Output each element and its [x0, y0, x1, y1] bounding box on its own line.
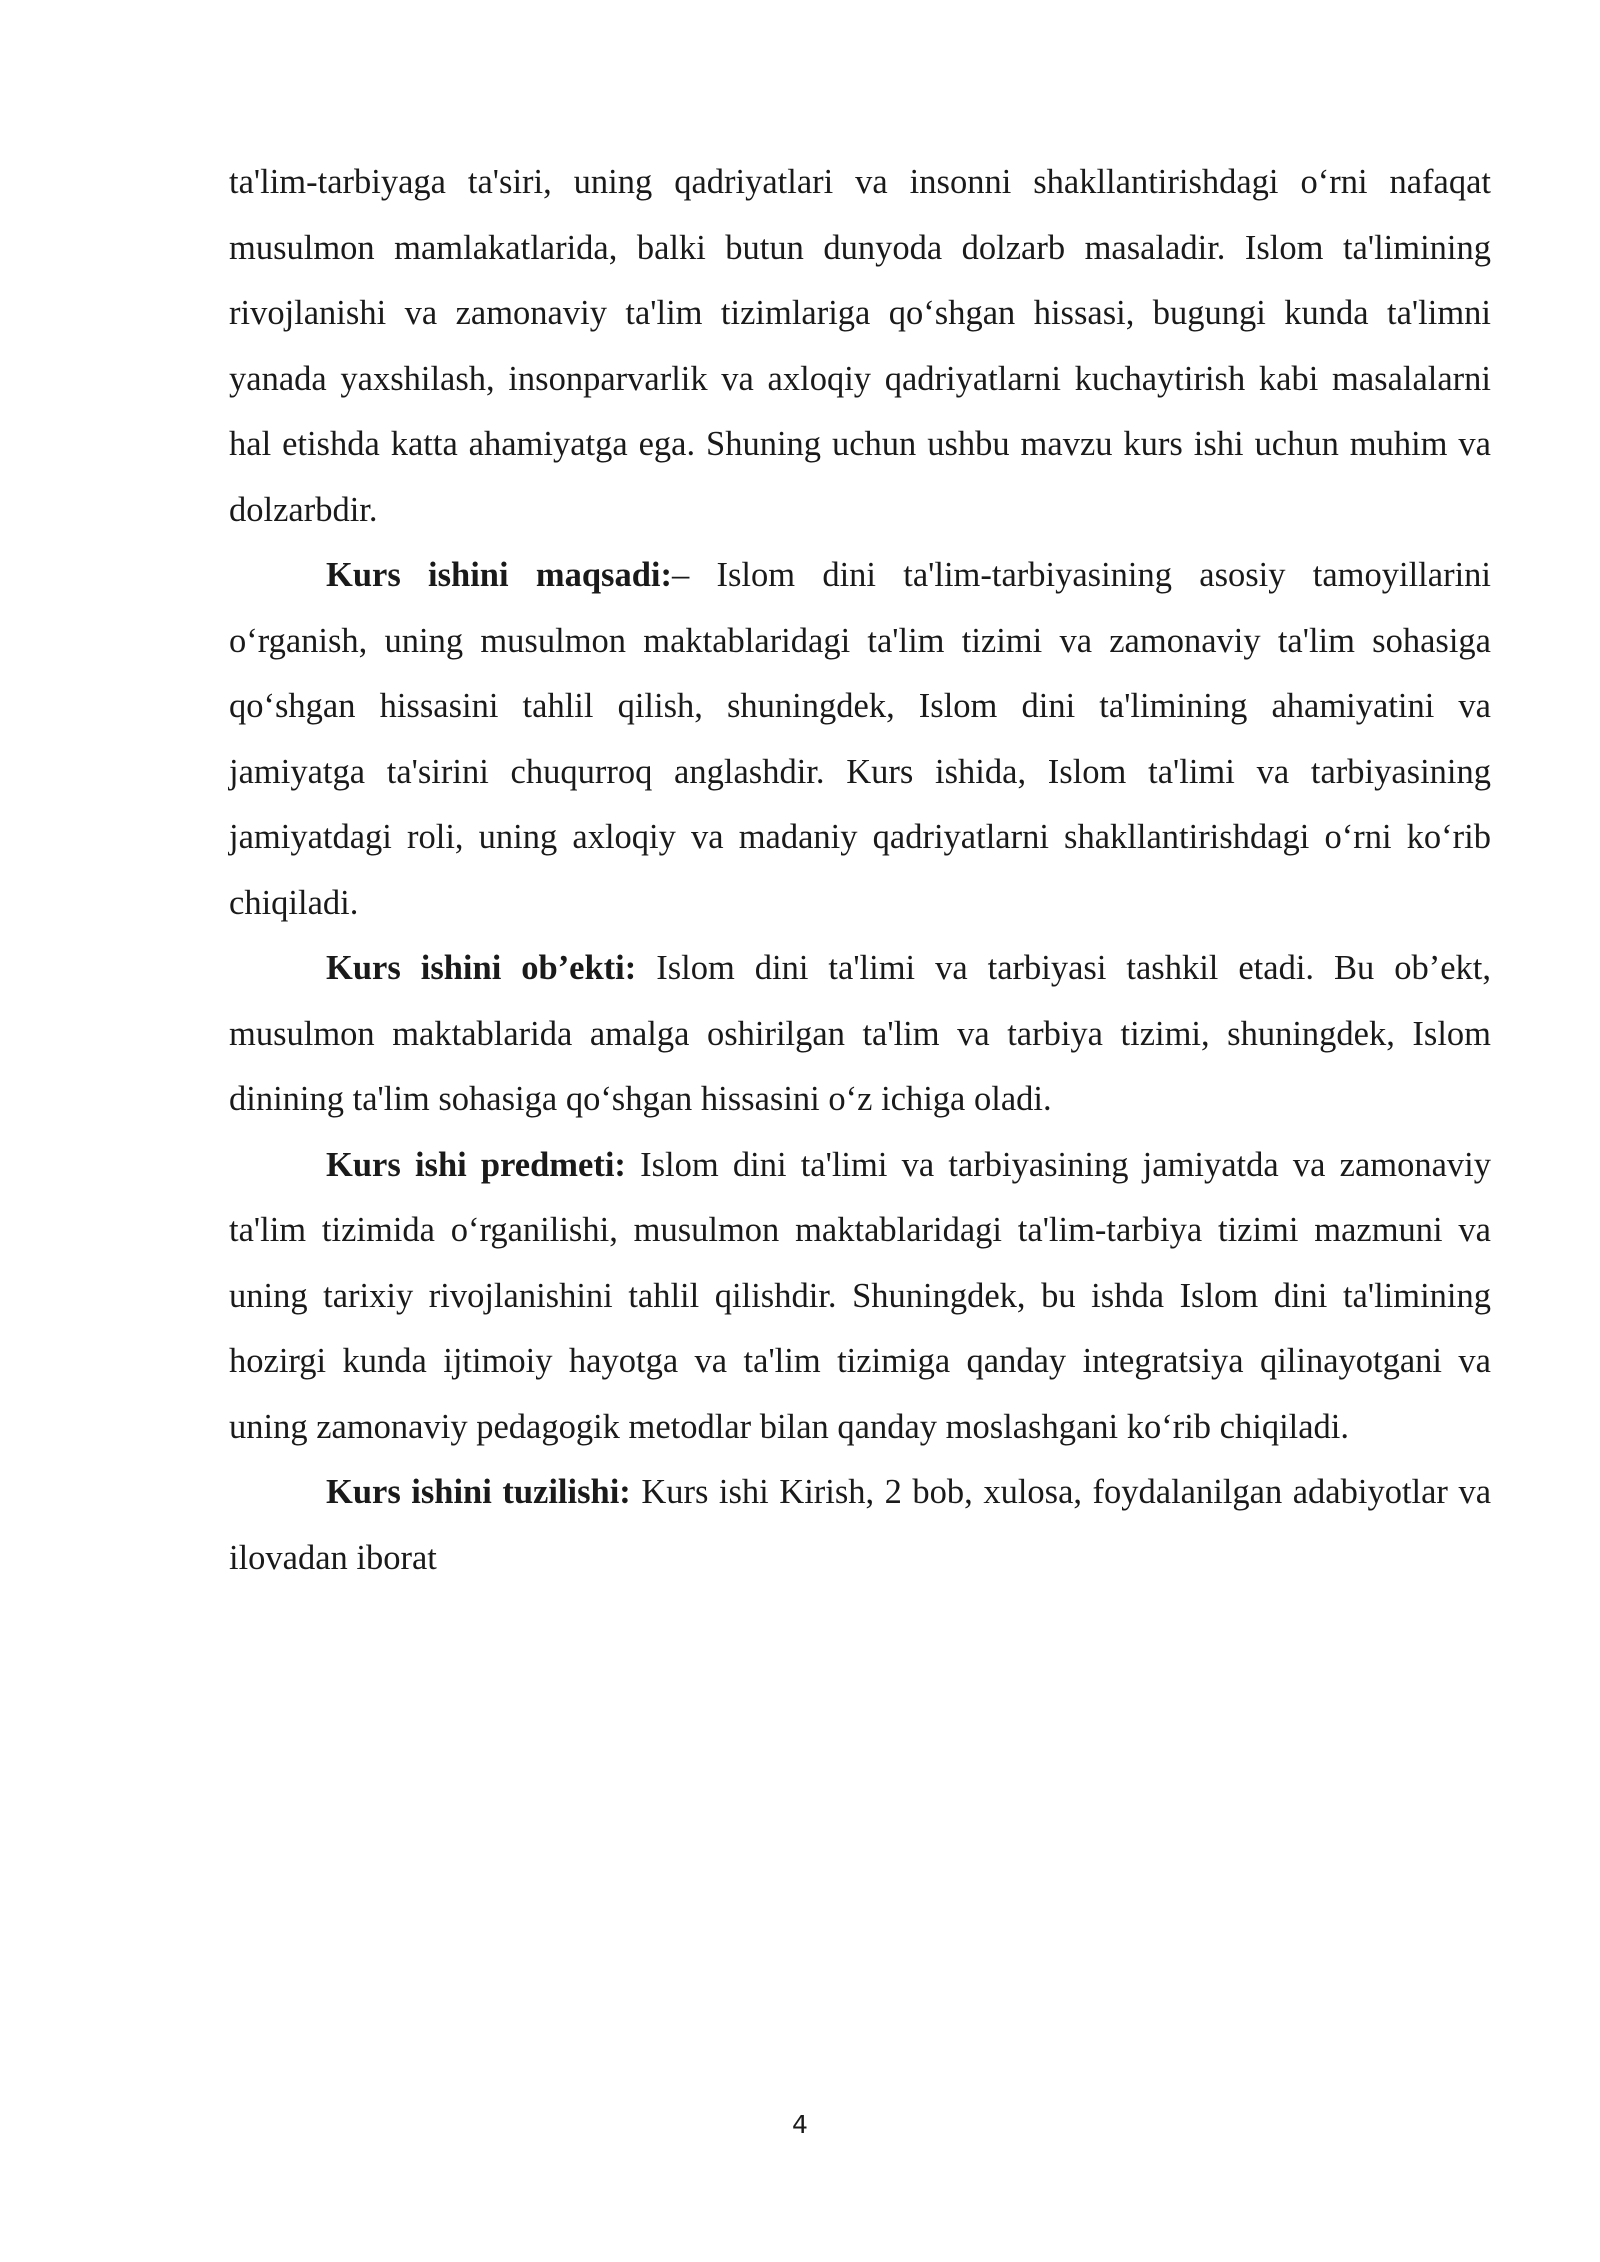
section-subject-paragraph	[229, 1133, 1491, 1461]
section-structure-heading: Kurs ishini tuzilishi:	[326, 1473, 631, 1511]
section-goal-paragraph	[229, 543, 1491, 936]
section-object-heading: Kurs ishini ob’ekti:	[326, 949, 637, 987]
section-structure-text: Kurs ishi Kirish, 2 bob, xulosa, foydalanilgan adabiyotlar va ilovadan iborat	[229, 1473, 1492, 1577]
intro-paragraph: ta'lim-tarbiyaga ta'siri, uning qadriyatlari va insonni shakllantirishdagi o‘rni nafaqat musulmon mamlakatlarida, balki butun dunyoda dolzarb masaladir. Islom ta'limining rivojlanishi va zamonaviy ta'lim tizimlariga qo‘shgan hissasi, bugungi kunda ta'limni yanada yaxshilash, insonparvarlik va axloqiy qadriyatlarni kuchaytirish kabi masalalarni hal etishda katta ahamiyatga ega. Shuning uchun ushbu mavzu kurs ishi uchun muhim va dolzarbdir.	[229, 163, 1491, 529]
document-page	[229, 150, 1491, 1591]
section-object-text: Islom dini ta'limi va tarbiyasi tashkil etadi. Bu ob’ekt, musulmon maktablarida amalga oshirilgan ta'lim va tarbiya tizimi, shuningdek, Islom dinining ta'lim sohasiga qo‘shgan hissasini o‘z ichiga oladi.	[229, 949, 1491, 1118]
section-goal-heading: Kurs ishini maqsadi:	[326, 556, 672, 594]
section-object-paragraph	[229, 936, 1491, 1133]
page-number: 4	[792, 2110, 808, 2139]
section-structure-paragraph	[229, 1460, 1491, 1591]
section-subject-text: Islom dini ta'limi va tarbiyasining jamiyatda va zamonaviy ta'lim tizimida o‘rganilishi, musulmon maktablaridagi ta'lim-tarbiya tizimi mazmuni va uning tarixiy rivojlanishini tahlil qilishdir. Shuningdek, bu ishda Islom dini ta'limining hozirgi kunda ijtimoiy hayotga va ta'lim tizimiga qanday integratsiya qilinayotgani va uning zamonaviy pedagogik metodlar bilan qanday moslashgani ko‘rib chiqiladi.	[229, 1145, 1491, 1446]
section-goal-text: – Islom dini ta'lim-tarbiyasining asosiy tamoyillarini o‘rganish, uning musulmon maktablaridagi ta'lim tizimi va zamonaviy ta'lim sohasiga qo‘shgan hissasini tahlil qilish, shuningdek, Islom dini ta'limining ahamiyatini va jamiyatga ta'sirini chuqurroq anglashdir. Kurs ishida, Islom ta'limi va tarbiyasining jamiyatdagi roli, uning axloqiy va madaniy qadriyatlarni shakllantirishdagi o‘rni ko‘rib chiqiladi.	[229, 556, 1491, 922]
section-subject-heading: Kurs ishi predmeti:	[326, 1145, 626, 1184]
